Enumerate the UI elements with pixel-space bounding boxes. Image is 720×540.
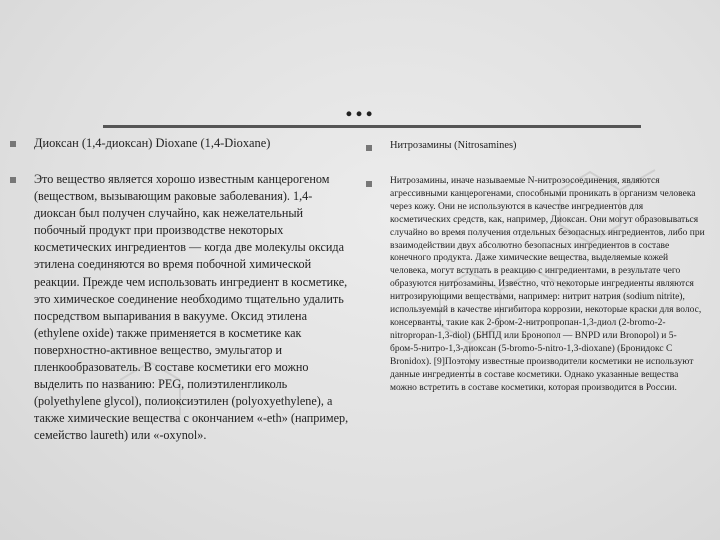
left-heading-item [10, 135, 350, 151]
right-body-text: Нитрозамины, иначе называемые N-нитрозосоединения, являются агрессивными канцерогенами, способными проникать в организм человека через кожу. Они не используются в качестве ингредиентов для косметических средств, как, например, Диоксан. Они могут образовываться случайно во время получения отдельных безопасных ингредиентов, либо при взаимодействии двух абсолютно безопасных ингредиентов в составе конечного продукта. Даже химические вещества, выделяемые кожей человека, могут вступать в реакцию с ингредиентами, в результате чего образуются нитрозамины. Известно, что некоторые ингредиенты являются нитрозирующими веществами, например: нитрит натрия (sodium nitrite), используемый в качестве ингибитора коррозии, некоторые краски для волос, консерванты, такие как 2-бром-2-нитропропан-1,3-диол (2-bromo-2-nitropropan-1,3-diol) (БНПД или Бронопол — BNPD или Bronopol) и 5-бром-5-нитро-1,3-диоксан (5-bromo-5-nitro-1,3-dioxane) (Бронидокс С Bronidox). [9]Поэтому известные производители косметики не используют данные ингредиенты в составе косметики. Однако указанные вещества можно встретить в составе косметики, которая производится в России. [390, 176, 705, 393]
right-heading-item [366, 139, 706, 153]
square-bullet-icon [10, 177, 16, 183]
left-body-item [10, 171, 350, 445]
left-body-text: Это вещество является хорошо известным канцерогеном (веществом, вызывающим раковые заболевания). 1,4-диоксан был получен случайно, как нежелательный побочный продукт при производстве некоторых косметических ингредиентов — когда две молекулы оксида этилена соединяются во время побочной химической реакции. Прежде чем использовать ингредиент в косметике, это химическое соединение необходимо тщательно удалить посредством выпаривания в вакууме. Оксид этилена (ethylene oxide) также применяется в косметике как поверхностно-активное вещество, эмульгатор и пленкообразователь. В составе косметики его можно выделить по названию: PEG, полиэтиленгликоль (polyethylene glycol), полиоксиэтилен (polyoxyethylene), а также химические вещества с окончанием «-eth» (например, семейство laureth) или «-oxynol». [34, 172, 349, 443]
title-divider [103, 125, 641, 128]
left-heading: Диоксан (1,4-диоксан) Dioxane (1,4-Dioxane) [34, 136, 271, 150]
square-bullet-icon [366, 145, 372, 151]
square-bullet-icon [366, 181, 372, 187]
square-bullet-icon [10, 141, 16, 147]
right-column [366, 135, 706, 394]
slide-title: … [344, 90, 376, 123]
right-body-item [366, 175, 706, 394]
right-heading: Нитрозамины (Nitrosamines) [390, 140, 517, 151]
left-column [10, 135, 350, 445]
